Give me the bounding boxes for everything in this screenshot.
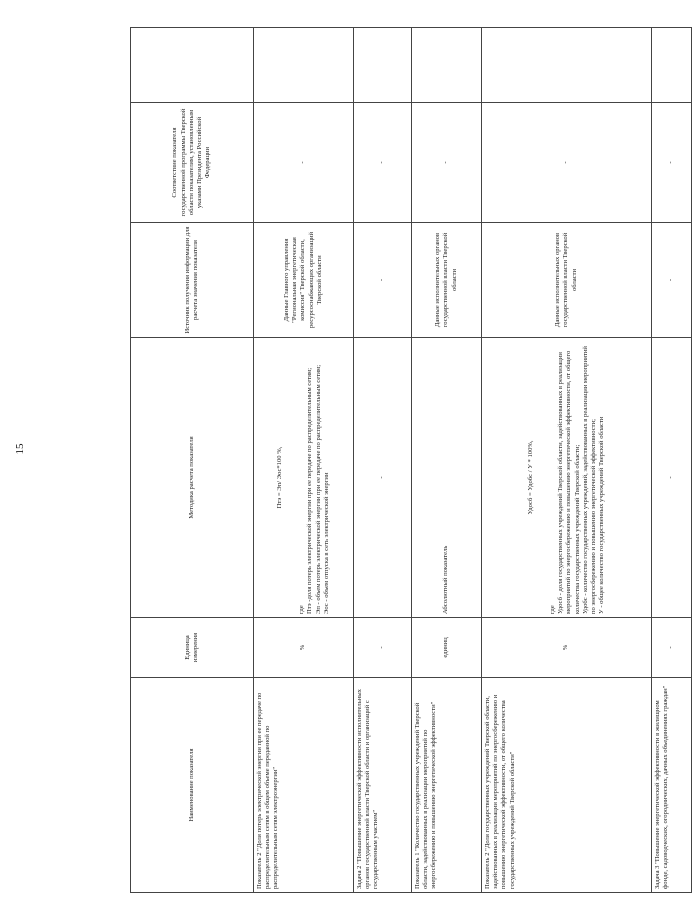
header-row (131, 28, 254, 893)
formula-legend-line: Эос - объем отпуска в сеть электрической энергии (322, 472, 330, 614)
header-compliance: Соответствие показателя государственной программы Тверской области показателям, установленным указами Президента Российской Федерации (131, 103, 254, 223)
header-name: Наименование показателя (131, 678, 254, 893)
compliance-value: - (354, 103, 412, 223)
indicator-name: Показатель 1 "Количество государственных учреждений Тверской области, задействованных в реализации мероприятий по энергосбережению и повышению энергетической эффективности" (412, 678, 482, 893)
formula: Птэ = Эп/ Эос*100 %, (275, 446, 283, 509)
calculation-method (254, 338, 354, 618)
formula-legend-line: где (548, 605, 556, 614)
calculation-method: - (354, 338, 412, 618)
task-name: Задача 2 "Повышение энергетической эффективности исполнительных органов государственной власти Тверской области и организаций с государственным участием" (354, 678, 412, 893)
indicator-unit: % (482, 618, 652, 678)
indicator-unit: % (254, 618, 354, 678)
indicator-name: Показатель 2 "Доля потерь электрической энергии при ее передаче по распределительным сетям в общем объеме переданной по распределительным сетям электроэнергии" (254, 678, 354, 893)
calculation-method (482, 338, 652, 618)
header-method: Методика расчета показателя (131, 338, 254, 618)
compliance-value: - (482, 103, 652, 223)
table-row (354, 28, 412, 893)
formula-legend-line: Птэ -доля потерь электрической энергии при ее передаче по распределительным сетям; (306, 367, 314, 614)
indicator-name: Показатель 2 "Доля государственных учреждений Тверской области, задействованных в реализации мероприятий по энергосбережению и повышению энергетической эффективности, от общего количества государственных учреждений Тверской области" (482, 678, 652, 893)
header-unit: Единица измерения (131, 618, 254, 678)
data-source: - (652, 223, 692, 338)
header-source: Источник получения информации для расчета значения показателя (131, 223, 254, 338)
formula-legend-line: Удобс - количество государственных учреждений, задействованных в реализации мероприятий по энергосбережению и повышению энергетической эффективности; (581, 346, 597, 614)
data-source: - (354, 223, 412, 338)
compliance-value: - (254, 103, 354, 223)
empty-cell (412, 28, 482, 103)
table-row (412, 28, 482, 893)
calculation-method: Абсолютный показатель (412, 338, 482, 618)
formula-legend-line: Эп - объем потерь электрической энергии при ее передаче по распределительным сетям; (314, 364, 322, 614)
compliance-value: - (412, 103, 482, 223)
data-source: Данные исполнительных органов государственной власти Тверской области (482, 223, 652, 338)
compliance-value: - (652, 103, 692, 223)
table-row (254, 28, 354, 893)
indicator-unit: единиц (412, 618, 482, 678)
indicator-unit: - (354, 618, 412, 678)
document-page (40, 0, 675, 889)
task-name: Задача 3 "Повышение энергетической эффективности в жилищном фонде, садоводческих, огороднических, дачных объединениях граждан" (652, 678, 692, 893)
formula-legend-line: где (298, 605, 306, 614)
indicator-unit: - (652, 618, 692, 678)
empty-cell (354, 28, 412, 103)
data-source: Данные исполнительных органов государственной власти Тверской области (412, 223, 482, 338)
empty-cell (254, 28, 354, 103)
formula: Удосб = Удобс / У * 100%, (526, 440, 534, 515)
empty-cell (652, 28, 692, 103)
table-row (652, 28, 692, 893)
indicator-table (130, 27, 692, 893)
page-number: 15 (14, 443, 26, 455)
formula-legend-line: У - общее количество государственных учреждений Тверской области (598, 416, 606, 614)
landscape-content (130, 28, 675, 893)
calculation-method: - (652, 338, 692, 618)
formula-legend-line: Удосб - доля государственных учреждений Тверской области, задействованных в реализации мероприятий по энергосбережению и повышению энергетической эффективности, от общего количества государственных учреждений Тверской области; (557, 350, 581, 614)
header-empty (131, 28, 254, 103)
data-source: Данные Главного управления "Региональная энергетическая комиссия" Тверской области, ресурсоснабжающих организаций Тверской области (254, 223, 354, 338)
empty-cell (482, 28, 652, 103)
table-row (482, 28, 652, 893)
